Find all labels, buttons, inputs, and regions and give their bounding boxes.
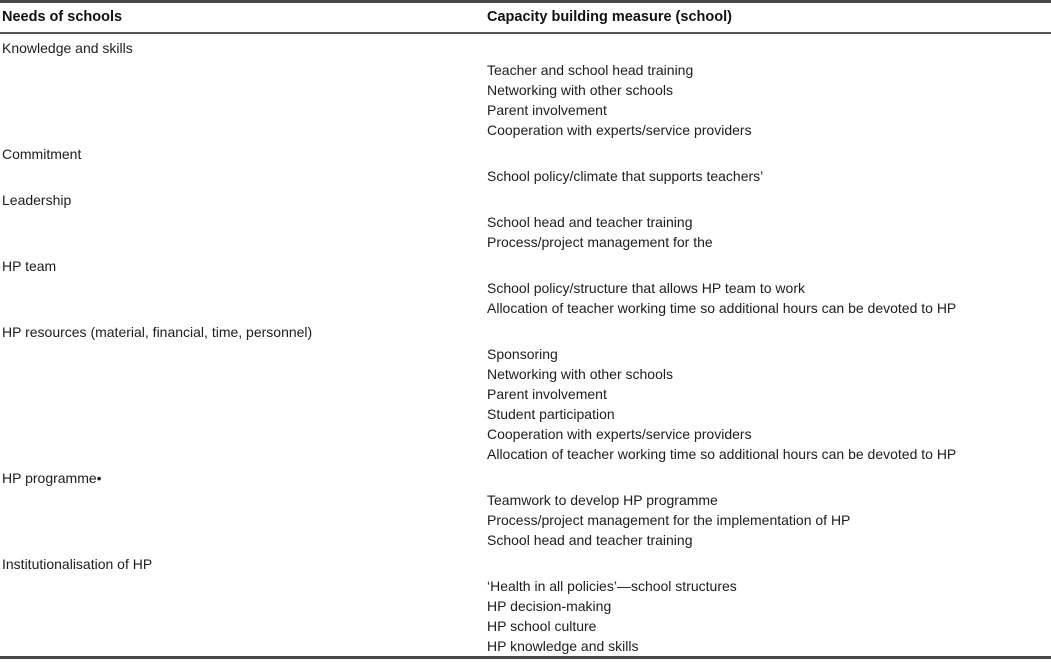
measure-item: Cooperation with experts/service providers xyxy=(487,122,752,138)
measure-item: Process/project management for the implementation of HP xyxy=(487,512,851,528)
measure-item: Process/project management for the xyxy=(487,234,713,250)
table-body xyxy=(0,38,1051,656)
need-cell: HP team xyxy=(2,258,57,274)
measure-item: Allocation of teacher working time so additional hours can be devoted to HP xyxy=(487,300,957,316)
measure-item: Networking with other schools xyxy=(487,366,673,382)
measure-item: Parent involvement xyxy=(487,102,607,118)
table-bottom-rule xyxy=(0,656,1051,659)
measure-item: Cooperation with experts/service providers xyxy=(487,426,752,442)
measure-item: Allocation of teacher working time so additional hours can be devoted to HP xyxy=(487,446,957,462)
need-cell: Commitment xyxy=(2,146,82,162)
header-divider-rule xyxy=(0,32,1051,34)
measures-cell xyxy=(0,490,1051,550)
table-section xyxy=(0,256,1051,318)
measure-item: HP knowledge and skills xyxy=(487,638,639,654)
table-section xyxy=(0,190,1051,252)
measure-item: School policy/climate that supports teachers’ xyxy=(487,168,764,184)
column-header-measures: Capacity building measure (school) xyxy=(487,9,732,25)
measure-item: Teacher and school head training xyxy=(487,62,694,78)
table-header-row xyxy=(0,3,1051,32)
measure-item: School head and teacher training xyxy=(487,214,693,230)
measures-cell xyxy=(0,278,1051,318)
measure-item: Networking with other schools xyxy=(487,82,673,98)
measure-item: Parent involvement xyxy=(487,386,607,402)
measure-item: Sponsoring xyxy=(487,346,558,362)
measures-cell xyxy=(0,576,1051,656)
measure-item: Teamwork to develop HP programme xyxy=(487,492,718,508)
table-section xyxy=(0,468,1051,550)
table-section xyxy=(0,322,1051,464)
measure-item: HP decision-making xyxy=(487,598,612,614)
measure-item: School policy/structure that allows HP team to work xyxy=(487,280,805,296)
table-section xyxy=(0,38,1051,140)
column-header-needs: Needs of schools xyxy=(2,9,123,25)
need-cell: HP resources (material, financial, time, personnel) xyxy=(2,324,313,340)
need-cell: Knowledge and skills xyxy=(2,40,133,56)
need-cell: Institutionalisation of HP xyxy=(2,556,153,572)
measures-cell xyxy=(0,212,1051,252)
measures-cell xyxy=(0,344,1051,464)
need-cell: HP programme• xyxy=(2,470,102,486)
measure-item: Student participation xyxy=(487,406,615,422)
measures-cell xyxy=(0,166,1051,186)
table-section xyxy=(0,144,1051,186)
measure-item: School head and teacher training xyxy=(487,532,693,548)
table-section xyxy=(0,554,1051,656)
measures-cell xyxy=(0,60,1051,140)
need-cell: Leadership xyxy=(2,192,72,208)
measure-item: ‘Health in all policies’—school structures xyxy=(487,578,737,594)
measure-item: HP school culture xyxy=(487,618,597,634)
